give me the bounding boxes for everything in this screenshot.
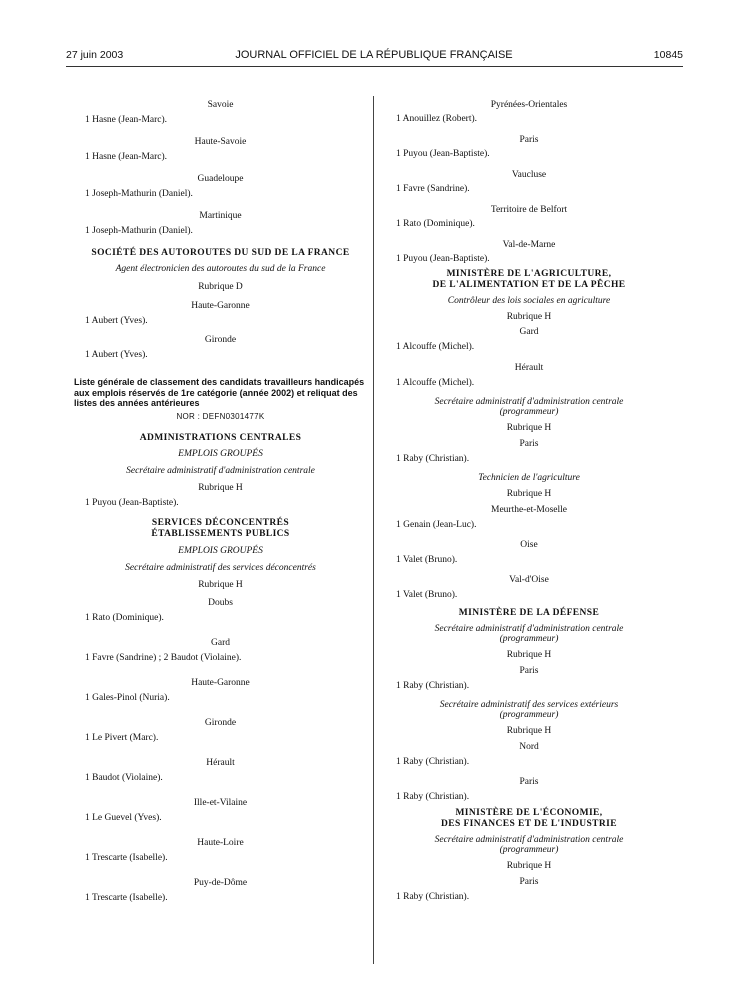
job-title-qualifier: (programmeur): [499, 845, 559, 855]
list-item: 1 Hasne (Jean-Marc).: [85, 115, 168, 125]
section-heading: Haute-Savoie: [194, 137, 247, 147]
list-item: 1 Le Pivert (Marc).: [85, 732, 159, 743]
section-heading: Ille-et-Vilaine: [193, 797, 248, 808]
list-item: 1 Valet (Bruno).: [396, 555, 458, 565]
job-title-qualifier: (programmeur): [499, 634, 559, 644]
header-date: 27 juin 2003: [66, 49, 124, 61]
list-item: 1 Alcouffe (Michel).: [396, 342, 475, 352]
list-item: 1 Aubert (Yves).: [85, 350, 148, 360]
list-item: 1 Puyou (Jean-Baptiste).: [396, 254, 490, 264]
section-heading: Paris: [519, 135, 539, 145]
list-item: 1 Rato (Dominique).: [85, 612, 164, 623]
list-item: 1 Hasne (Jean-Marc).: [85, 152, 168, 162]
section-heading: Oise: [520, 540, 538, 550]
ministry-line-1: MINISTÈRE DE L'ÉCONOMIE,: [455, 808, 603, 818]
rubrique-heading: Rubrique H: [506, 861, 552, 871]
administration-heading: ADMINISTRATIONS CENTRALES: [139, 432, 302, 443]
job-title-line: Secrétaire administratif d'administration centrale: [434, 624, 624, 634]
job-title: Agent électronicien des autoroutes du sud de la France: [115, 264, 326, 274]
header-title: JOURNAL OFFICIEL DE LA RÉPUBLIQUE FRANÇAISE: [235, 49, 513, 61]
rubrique-heading: Rubrique D: [198, 282, 243, 292]
ministry-heading: [387, 808, 671, 829]
job-title: Technicien de l'agriculture: [478, 473, 580, 483]
section-heading: Guadeloupe: [197, 174, 244, 184]
section-heading: Meurthe-et-Moselle: [491, 505, 567, 515]
list-item: 1 Puyou (Jean-Baptiste).: [396, 149, 490, 159]
list-item: 1 Anouillez (Robert).: [396, 114, 477, 124]
job-title-qualifier: (programmeur): [499, 710, 559, 720]
list-item: 1 Genain (Jean-Luc).: [396, 520, 477, 530]
section-heading: Puy-de-Dôme: [193, 877, 248, 888]
section-heading: Haute-Loire: [197, 837, 244, 848]
list-item: 1 Puyou (Jean-Baptiste).: [85, 497, 179, 508]
organisation-heading: SOCIÉTÉ DES AUTOROUTES DU SUD DE LA FRANCE: [91, 248, 350, 258]
ministry-line-1: MINISTÈRE DE L'AGRICULTURE,: [446, 269, 612, 279]
list-item: 1 Gales-Pinol (Nuria).: [85, 692, 170, 703]
list-item: 1 Alcouffe (Michel).: [396, 378, 475, 388]
rubrique-heading: Rubrique H: [198, 482, 243, 493]
ministry-heading: [387, 269, 671, 290]
right-column: [387, 100, 671, 902]
list-item: 1 Favre (Sandrine).: [396, 184, 470, 194]
section-heading: Gironde: [204, 717, 237, 728]
rubrique-heading: Rubrique H: [506, 650, 552, 660]
administration-heading: [76, 518, 365, 540]
list-item: 1 Raby (Christian).: [396, 792, 470, 802]
job-title: [387, 624, 671, 644]
liste-title: Liste générale de classement des candidats travailleurs handicapés aux emplois réservés de 1re catégorie (année 2002) et reliquat des listes des années antérieures: [74, 377, 365, 408]
section-heading: Paris: [519, 777, 539, 787]
section-heading: Paris: [519, 439, 539, 449]
section-heading: Gard: [211, 637, 230, 648]
section-heading: Gard: [519, 327, 539, 337]
job-title-qualifier: (programmeur): [499, 407, 559, 417]
section-heading: Paris: [519, 666, 539, 676]
section-heading: Territoire de Belfort: [490, 205, 568, 215]
list-item: 1 Joseph-Mathurin (Daniel).: [85, 226, 193, 236]
job-title: [387, 397, 671, 417]
rubrique-heading: Rubrique H: [506, 312, 552, 322]
list-item: 1 Raby (Christian).: [396, 681, 470, 691]
job-title-line: Secrétaire administratif d'administration centrale: [434, 835, 624, 845]
section-heading: Nord: [519, 742, 539, 752]
section-heading: Hérault: [206, 757, 235, 768]
section-heading: Hérault: [514, 363, 544, 373]
left-column: [76, 100, 365, 903]
list-item: 1 Trescarte (Isabelle).: [85, 892, 168, 903]
rubrique-heading: Rubrique H: [506, 726, 552, 736]
rubrique-heading: Rubrique H: [198, 579, 243, 590]
services-line-1: SERVICES DÉCONCENTRÉS: [151, 517, 290, 528]
list-item: 1 Favre (Sandrine) ; 2 Baudot (Violaine).: [85, 652, 242, 663]
section-heading: Gironde: [204, 335, 237, 345]
section-heading: Val-de-Marne: [502, 240, 556, 250]
job-title: [387, 700, 671, 720]
emplois-heading: EMPLOIS GROUPÉS: [178, 448, 263, 459]
job-title: Secrétaire administratif d'administration centrale: [126, 465, 315, 476]
list-item: 1 Rato (Dominique).: [396, 219, 475, 229]
list-item: 1 Baudot (Violaine).: [85, 772, 163, 783]
ministry-heading: MINISTÈRE DE LA DÉFENSE: [458, 608, 600, 618]
section-heading: Haute-Garonne: [191, 677, 250, 688]
section-heading: Paris: [519, 877, 539, 887]
nor-reference: NOR : DEFN0301477K: [176, 411, 265, 421]
section-heading: Martinique: [199, 211, 242, 221]
emplois-heading: EMPLOIS GROUPÉS: [178, 545, 263, 556]
header-rule: [66, 66, 683, 67]
ministry-line-2: DE L'ALIMENTATION ET DE LA PÊCHE: [432, 279, 626, 290]
list-item: 1 Aubert (Yves).: [85, 316, 148, 326]
section-heading: Vaucluse: [511, 170, 547, 180]
job-title-line: Secrétaire administratif des services extérieurs: [439, 700, 619, 710]
rubrique-heading: Rubrique H: [506, 489, 552, 499]
section-heading: Pyrénées-Orientales: [490, 100, 568, 110]
section-heading: Val-d'Oise: [509, 575, 549, 585]
rubrique-heading: Rubrique H: [506, 423, 552, 433]
list-item: 1 Le Guevel (Yves).: [85, 812, 162, 823]
job-title: Secrétaire administratif des services déconcentrés: [125, 562, 316, 573]
list-item: 1 Raby (Christian).: [396, 757, 470, 767]
services-line-2: ÉTABLISSEMENTS PUBLICS: [151, 528, 290, 539]
job-title: [387, 835, 671, 855]
section-heading: Savoie: [207, 100, 234, 110]
job-title-line: Secrétaire administratif d'administration centrale: [434, 397, 624, 407]
list-item: 1 Valet (Bruno).: [396, 590, 458, 600]
header-page-number: 10845: [653, 49, 683, 61]
list-item: 1 Joseph-Mathurin (Daniel).: [85, 189, 193, 199]
job-title: Contrôleur des lois sociales en agriculture: [447, 296, 611, 306]
ministry-line-2: DES FINANCES ET DE L'INDUSTRIE: [440, 818, 617, 829]
section-heading: Doubs: [208, 597, 233, 608]
list-item: 1 Raby (Christian).: [396, 454, 470, 464]
column-divider: [373, 96, 374, 964]
list-item: 1 Trescarte (Isabelle).: [85, 852, 168, 863]
list-item: 1 Raby (Christian).: [396, 892, 470, 902]
section-heading: Haute-Garonne: [191, 301, 250, 311]
